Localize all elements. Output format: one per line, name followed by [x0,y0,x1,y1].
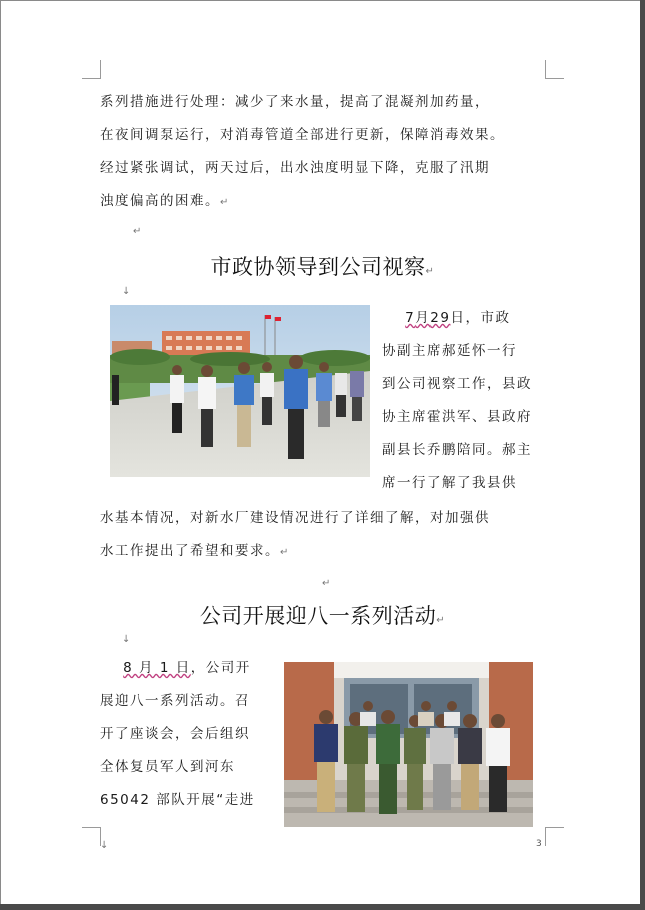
paragraph-text: 水工作提出了希望和要求。 [100,543,280,559]
paragraph-text: 浊度偏高的困难。 [100,193,220,209]
inspection-photo [110,305,370,477]
group-photo-image [284,662,533,827]
paragraph-mark: ↵ [220,197,230,208]
section2-text-line: 开了座谈会，会后组织 [100,726,250,742]
section2-text-line: 展迎八一系列活动。召 [100,693,250,709]
section1-text-line: 协副主席郝延怀一行 [382,343,517,359]
paragraph-line: 系列措施进行处理：减少了来水量，提高了混凝剂加药量， [100,94,490,110]
small-mark: ↓ [100,840,109,851]
page-number: 3 [536,839,542,849]
section1-text-line: 水基本情况，对新水厂建设情况进行了详细了解，对加强供 [100,510,490,526]
small-mark: ↓ [122,634,131,645]
section-heading [100,251,545,281]
paragraph-line: 在夜间调泵运行，对消毒管道全部进行更新，保障消毒效果。 [100,127,505,143]
inspection-photo-image [110,305,370,477]
section1-text-line [382,306,545,326]
section-heading-text: 市政协领导到公司视察 [210,255,426,279]
section1-text-line: 协主席霍洪军、县政府 [382,409,532,425]
date-day: 29 [430,310,451,326]
margin-corner-top-right [545,60,564,79]
date-text: 8 月 1 日 [123,660,191,676]
section1-text-line: 到公司视察工作，县政 [382,376,532,392]
section2-text-line: 65042 部队开展“走进 [100,792,255,808]
small-mark: ↓ [122,286,131,297]
section1-text-line [100,539,545,559]
margin-corner-bottom-right [545,827,564,846]
paragraph-mark: ↵ [280,547,290,558]
date-month: 7 [405,310,416,326]
page-shadow-right [640,0,645,910]
section2-text-line: 全体复员军人到河东 [100,759,235,775]
date-mid: 月 [415,310,431,326]
date-rest: 日，市政 [450,310,511,326]
paragraph-mark: ↵ [322,578,331,589]
section1-text-line: 副县长乔鹏陪同。郝主 [382,442,532,458]
page-shadow-bottom [0,904,645,910]
section-heading-text: 公司开展迎八一系列活动 [199,604,437,628]
paragraph-mark: ↵ [425,266,435,277]
paragraph-line [100,189,545,209]
margin-corner-top-left [82,60,101,79]
paragraph-mark: ↵ [133,226,142,237]
margin-corner-bottom-left [82,827,101,846]
section2-text-line [100,656,272,676]
section-heading [100,600,545,630]
paragraph-line: 经过紧张调试，两天过后，出水浊度明显下降，克服了汛期 [100,160,490,176]
paragraph-mark: ↵ [436,615,446,626]
section1-text-line: 席一行了解了我县供 [382,475,517,491]
group-photo [284,662,533,827]
date-rest: ，公司开 [190,660,251,676]
